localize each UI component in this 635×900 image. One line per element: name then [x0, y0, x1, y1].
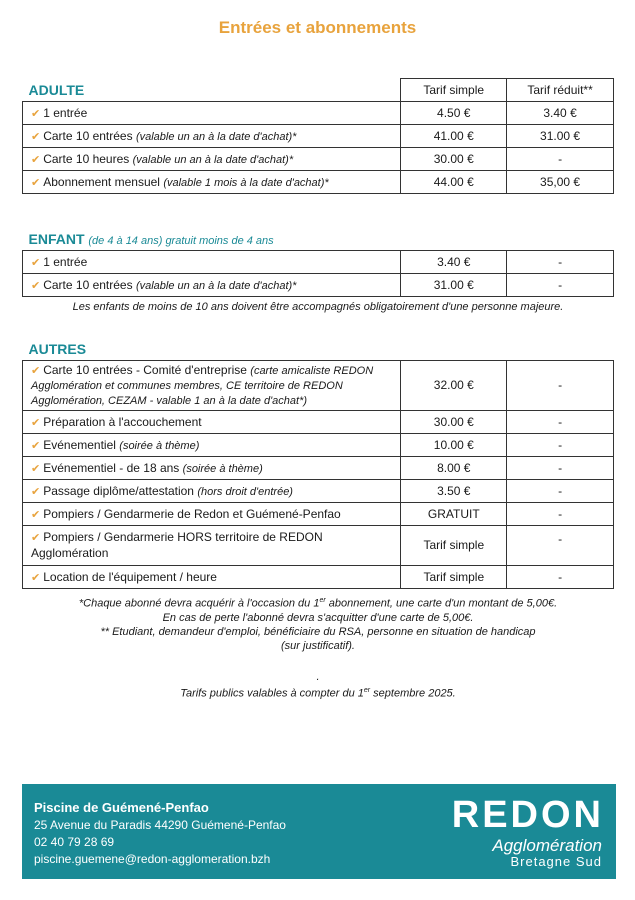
footnote-line4: (sur justificatif).: [281, 639, 355, 652]
row-label: Location de l'équipement / heure: [43, 569, 217, 584]
check-icon: ✔: [31, 485, 41, 498]
price-simple: Tarif simple: [401, 525, 507, 565]
row-label: Evénementiel: [43, 437, 116, 452]
logo-line3: Bretagne Sud: [510, 854, 602, 869]
table-row: [23, 171, 614, 194]
price-reduit: -: [507, 360, 614, 410]
row-note: (valable un an à la date d'achat)*: [132, 154, 294, 166]
table-row: [23, 250, 614, 273]
table-row: [23, 456, 614, 479]
enfant-section-label: ENFANT: [28, 230, 85, 247]
price-reduit: -: [507, 273, 614, 296]
check-icon: ✔: [31, 177, 41, 189]
check-icon: ✔: [31, 364, 41, 377]
table-row: [23, 479, 614, 502]
footnote-line1-sup: er: [319, 597, 326, 604]
row-label: Préparation à l'accouchement: [43, 414, 202, 429]
row-note: (soirée à thème): [119, 439, 200, 452]
footnote-line1-b: abonnement, une carte d'un montant de 5,00€.: [325, 597, 558, 610]
row-note: (valable un an à la date d'achat)*: [135, 279, 297, 292]
col-tarif-simple: Tarif simple: [401, 79, 507, 102]
enfant-section-header: [23, 228, 614, 250]
autres-section-label: AUTRES: [23, 338, 614, 360]
row-label: 1 entrée: [43, 254, 88, 269]
price-simple: GRATUIT: [401, 502, 507, 525]
redon-logo: [444, 792, 604, 872]
separator-dot: .: [316, 671, 320, 683]
row-note: (hors droit d'entrée): [197, 485, 293, 498]
col-tarif-reduit: Tarif réduit**: [507, 79, 614, 102]
footer-email: piscine.guemene@redon-agglomeration.bzh: [34, 852, 271, 866]
check-icon: ✔: [31, 256, 41, 269]
check-icon: ✔: [31, 439, 41, 452]
footnote-line2: En cas de perte l'abonné devra s'acquitter d'une carte de 5,00€.: [162, 611, 474, 624]
table-row: [23, 148, 614, 171]
check-icon: ✔: [31, 131, 41, 143]
row-label: Passage diplôme/attestation: [43, 483, 194, 498]
check-icon: ✔: [31, 108, 41, 120]
price-simple: 32.00 €: [401, 360, 507, 410]
validity-b: septembre 2025.: [370, 687, 456, 700]
enfant-table: [22, 228, 614, 297]
row-label: Pompiers / Gendarmerie de Redon et Guémené-Penfao: [43, 506, 341, 521]
price-reduit: 3.40 €: [507, 102, 614, 125]
validity-a: Tarifs publics valables à compter du 1: [180, 687, 364, 700]
check-icon: ✔: [31, 508, 41, 521]
price-reduit: -: [507, 410, 614, 433]
price-reduit: -: [507, 565, 614, 588]
enfant-caption: Les enfants de moins de 10 ans doivent être accompagnés obligatoirement d'une personne majeure.: [72, 301, 564, 313]
price-simple: 31.00 €: [401, 273, 507, 296]
table-row: [23, 502, 614, 525]
page-title: Entrées et abonnements: [218, 18, 417, 37]
price-simple: 8.00 €: [401, 456, 507, 479]
check-icon: ✔: [31, 462, 41, 475]
footer-phone: 02 40 79 28 69: [34, 835, 115, 849]
table-row: [23, 125, 614, 148]
footer-contact: [22, 784, 616, 879]
price-simple: 3.50 €: [401, 479, 507, 502]
table-row: [23, 360, 614, 410]
row-label: Carte 10 entrées: [43, 129, 133, 143]
price-simple: Tarif simple: [401, 565, 507, 588]
price-reduit: -: [507, 479, 614, 502]
row-label: Pompiers / Gendarmerie HORS territoire de REDON Agglomération: [31, 529, 323, 560]
table-row: [23, 102, 614, 125]
price-simple: 30.00 €: [401, 148, 507, 171]
footnote-line1: [22, 594, 614, 611]
row-note: (soirée à thème): [182, 462, 263, 475]
validity-sup: er: [363, 687, 371, 694]
row-note: (valable un an à la date d'achat)*: [135, 131, 297, 143]
check-icon: ✔: [31, 416, 41, 429]
row-label: Abonnement mensuel: [43, 175, 160, 189]
adulte-table: [22, 78, 614, 194]
price-simple: 44.00 €: [401, 171, 507, 194]
row-label: Carte 10 heures: [43, 152, 130, 166]
row-note: (valable 1 mois à la date d'achat)*: [163, 177, 329, 189]
price-reduit: 35,00 €: [507, 171, 614, 194]
footnote-line1-a: *Chaque abonné devra acquérir à l'occasion du 1: [78, 597, 320, 610]
check-icon: ✔: [31, 531, 41, 544]
table-row: [23, 565, 614, 588]
check-icon: ✔: [31, 279, 41, 292]
table-row: [23, 410, 614, 433]
logo-line2: Agglomération: [492, 836, 602, 855]
price-reduit: -: [507, 502, 614, 525]
price-simple: 3.40 €: [401, 250, 507, 273]
price-reduit: -: [507, 250, 614, 273]
price-simple: 4.50 €: [401, 102, 507, 125]
price-simple: 41.00 €: [401, 125, 507, 148]
row-label: Carte 10 entrées: [43, 277, 133, 292]
row-label: Carte 10 entrées - Comité d'entreprise: [43, 362, 247, 377]
logo-line1: REDON: [451, 794, 604, 836]
adulte-section-label: ADULTE: [23, 79, 401, 102]
check-icon: ✔: [31, 571, 41, 584]
row-note: (carte amicaliste REDON Agglomération et communes membres, CE territoire de REDON Agglomération, CEZAM - valable 1 an à la date d'achat*): [31, 364, 374, 407]
check-icon: ✔: [31, 154, 41, 166]
price-simple: 10.00 €: [401, 433, 507, 456]
price-reduit: -: [507, 433, 614, 456]
footer-address: 25 Avenue du Paradis 44290 Guémené-Penfao: [34, 818, 286, 832]
row-label: Evénementiel - de 18 ans: [43, 460, 180, 475]
footnotes: [22, 594, 614, 653]
footnote-line3: ** Etudiant, demandeur d'emploi, bénéficiaire du RSA, personne en situation de handicap: [100, 625, 536, 638]
price-simple: 30.00 €: [401, 410, 507, 433]
table-row: [23, 273, 614, 296]
price-reduit: -: [507, 148, 614, 171]
validity-note: [22, 684, 614, 701]
row-label: 1 entrée: [43, 106, 88, 120]
table-row: [23, 525, 614, 565]
price-reduit: -: [507, 525, 614, 565]
autres-table: [22, 338, 614, 589]
price-reduit: -: [507, 456, 614, 479]
footer-name: Piscine de Guémené-Penfao: [34, 800, 209, 815]
table-row: [23, 433, 614, 456]
price-reduit: 31.00 €: [507, 125, 614, 148]
enfant-subtitle: (de 4 à 14 ans) gratuit moins de 4 ans: [88, 234, 274, 247]
